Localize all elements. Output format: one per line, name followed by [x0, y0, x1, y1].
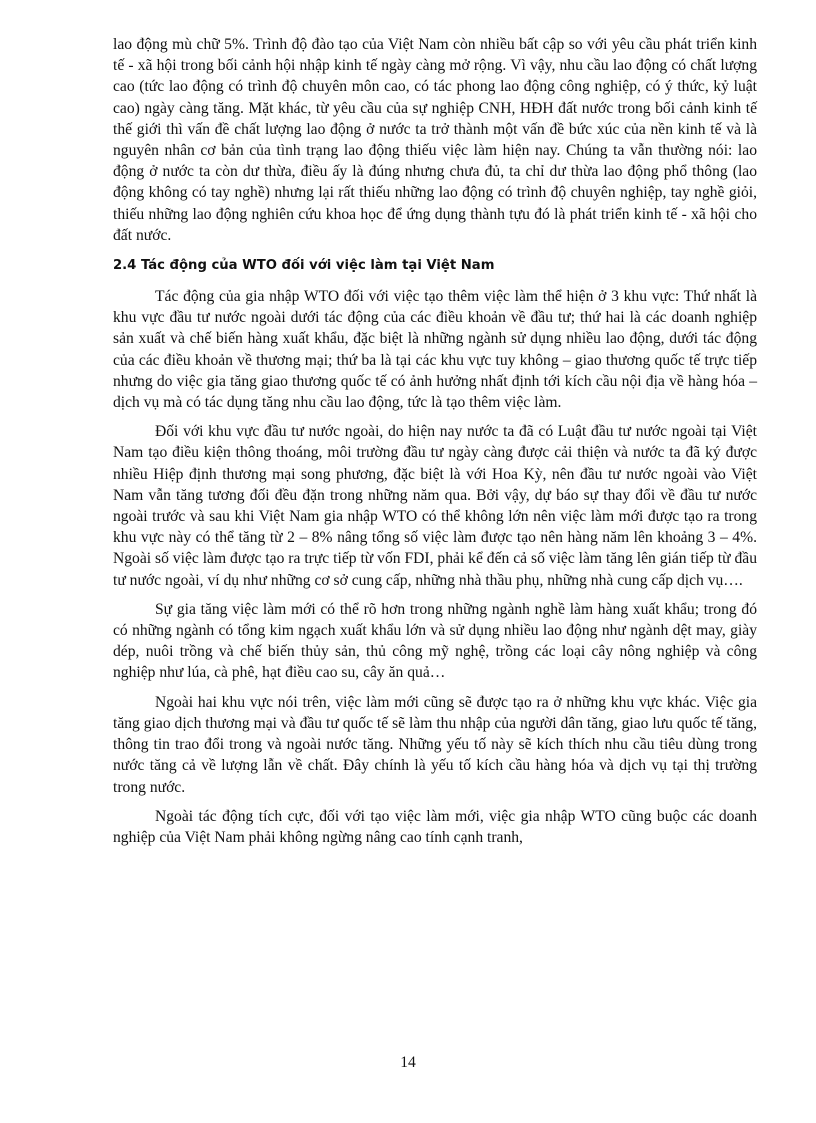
paragraph-3: Sự gia tăng việc làm mới có thể rõ hơn trong những ngành nghề làm hàng xuất khẩu; trong đó có những ngành có tổng kim ngạch xuất khẩu lớn và sử dụng nhiều lao động như ngành dệt may, giày dép, nuôi trồng và chế biến thủy sản, thủ công mỹ nghệ, trồng các loại cây nông nghiệp và công nghiệp như lúa, cà phê, hạt điều cao su, cây ăn quả…	[113, 600, 757, 682]
paragraph-4: Ngoài hai khu vực nói trên, việc làm mới cũng sẽ được tạo ra ở những khu vực khác. Việc gia tăng giao dịch thương mại và đầu tư quốc tế sẽ làm thu nhập của người dân tăng, giao lưu quốc tế tăng, thông tin trao đổi trong và ngoài nước tăng. Những yếu tố này sẽ kích thích nhu cầu tiêu dùng trong nước tăng cả về lượng lẫn về chất. Đây chính là yếu tố kích cầu hàng hóa và dịch vụ tại thị trường trong nước.	[113, 693, 757, 796]
paragraph-2: Đối với khu vực đầu tư nước ngoài, do hiện nay nước ta đã có Luật đầu tư nước ngoài tại Việt Nam tạo điều kiện thông thoáng, môi trường đầu tư ngày càng được cải thiện và nước ta đã ký được nhiều Hiệp định thương mại song phương, đặc biệt là với Hoa Kỳ, nên đầu tư nước ngoài vào Việt Nam vẫn tăng tương đối đều đặn trong những năm qua. Bởi vậy, dự báo sự thay đổi về đầu tư nước ngoài trước và sau khi Việt Nam gia nhập WTO có thể không lớn nên việc làm mới được tạo ra trong khu vực này có thể tăng từ 2 – 8% nâng tổng số việc làm được tạo nên hàng năm lên khoảng 3 – 4%. Ngoài số việc làm được tạo ra trực tiếp từ vốn FDI, phải kể đến cả số việc làm tăng lên gián tiếp từ đầu tư nước ngoài, ví dụ như những cơ sở cung cấp, những nhà thầu phụ, những nhà cung cấp dịch vụ….	[113, 423, 757, 589]
paragraph-5: Ngoài tác động tích cực, đối với tạo việc làm mới, việc gia nhập WTO cũng buộc các doanh nghiệp của Việt Nam phải không ngừng nâng cao tính cạnh tranh,	[113, 807, 757, 846]
paragraph-1: Tác động của gia nhập WTO đối với việc tạo thêm việc làm thể hiện ở 3 khu vực: Thứ nhất là khu vực đầu tư nước ngoài dưới tác động của các điều khoản về đầu tư; thứ hai là các doanh nghiệp sản xuất và chế biến hàng xuất khẩu, đặc biệt là những ngành sử dụng nhiều lao động, dưới tác động của các điều khoản về thương mại; thứ ba là tại các khu vực tuy không – giao thương quốc tế trực tiếp nhưng do việc gia tăng giao thương quốc tế có ảnh hưởng nhất định tới kích cầu nội địa về hàng hóa – dịch vụ mà có tác dụng tăng nhu cầu lao động, tức là tạo thêm việc làm.	[113, 288, 757, 412]
paragraph-continued: lao động mù chữ 5%. Trình độ đào tạo của Việt Nam còn nhiều bất cập so với yêu cầu phát triển kinh tế - xã hội trong bối cảnh hội nhập kinh tế ngày càng mở rộng. Vì vậy, nhu cầu lao động có chất lượng cao (tức lao động có trình độ chuyên môn cao, có tác phong lao động công nghiệp, có ý thức, kỷ luật cao) ngày càng tăng. Mặt khác, từ yêu cầu của sự nghiệp CNH, HĐH đất nước trong bối cảnh kinh tế thế giới thì vấn đề chất lượng lao động ở nước ta trở thành một vấn đề bức xúc của nền kinh tế và là nguyên nhân cơ bản của tình trạng lao động thiếu việc làm hiện nay. Chúng ta vẫn thường nói: lao động ở nước ta còn dư thừa, điều ấy là đúng nhưng chưa đủ, ta chỉ dư thừa lao động phổ thông (lao động không có tay nghề) nhưng lại rất thiếu những lao động có trình độ chuyên nghiệp, tay nghề giỏi, thiếu những lao động nghiên cứu khoa học để ứng dụng thành tựu đó là phát triển kinh tế - xã hội cho đất nước.	[113, 36, 757, 244]
document-page	[113, 34, 757, 856]
section-heading: 2.4 Tác động của WTO đối với việc làm tại Việt Nam	[113, 258, 495, 274]
page-number: 14	[400, 1054, 416, 1071]
